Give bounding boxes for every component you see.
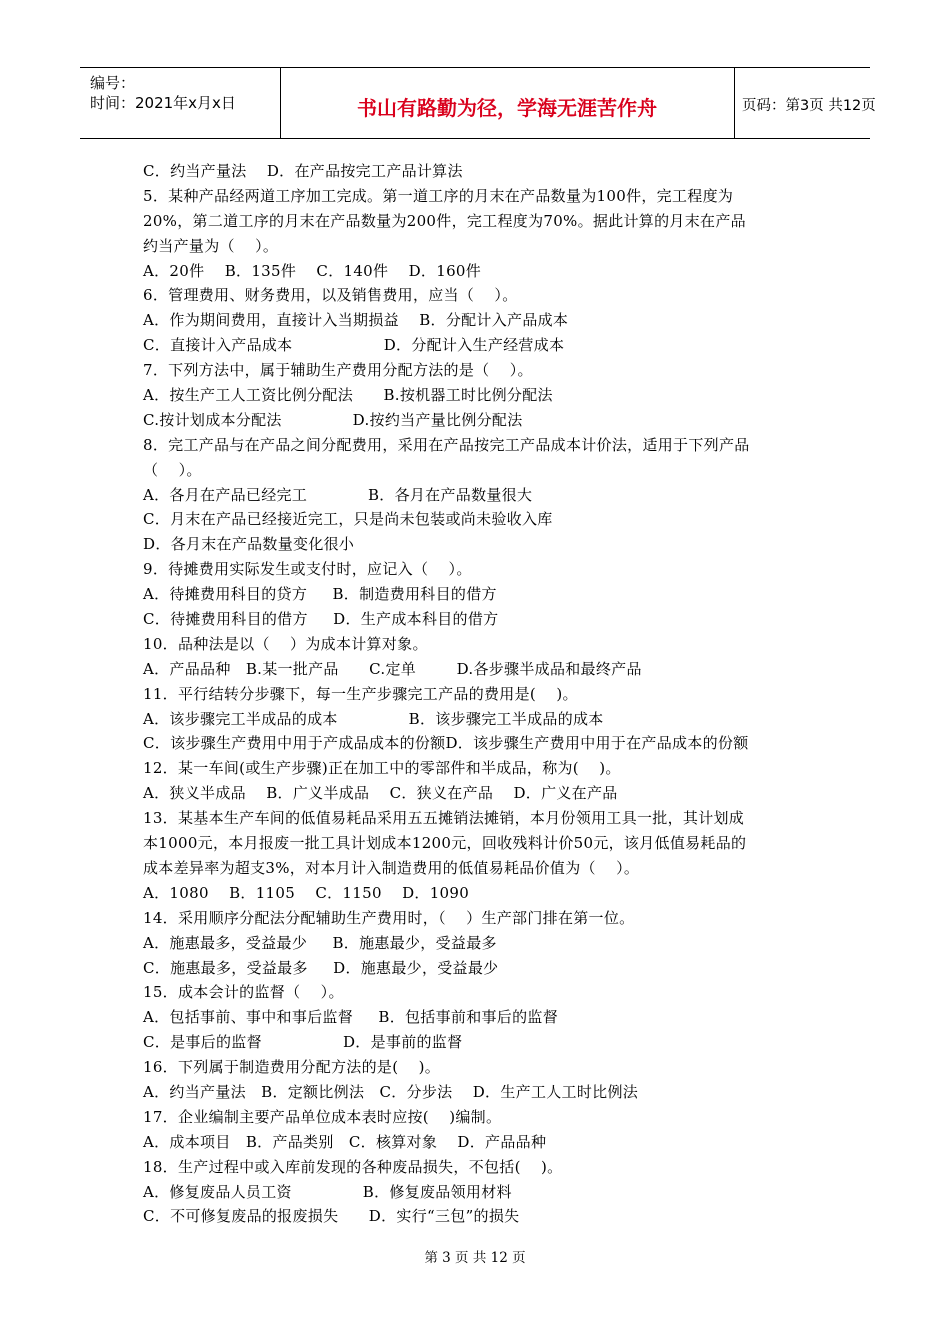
question-body <box>143 159 823 1229</box>
text-line: 约当产量为（ ）。 <box>143 236 279 255</box>
page-footer: 第 3 页 共 12 页 <box>424 1250 526 1266</box>
page-number-label: 页码：第3页 共12页 <box>742 98 876 114</box>
text-line: D．各月末在产品数量变化很小 <box>143 535 355 554</box>
text-line: 14．采用顺序分配法分配辅助生产费用时，（ ）生产部门排在第一位。 <box>143 908 635 927</box>
header-page-cell <box>734 68 876 138</box>
text-line: 11．平行结转分步骤下，每一生产步骤完工产品的费用是( )。 <box>143 684 578 703</box>
text-line: 15．成本会计的监督（ ）。 <box>143 983 344 1002</box>
text-line: 20%，第二道工序的月末在产品数量为200件，完工程度为70%。据此计算的月末在产品 <box>143 211 746 230</box>
text-line: A．狭义半成品 B．广义半成品 C．狭义在产品 D．广义在产品 <box>143 784 618 803</box>
text-line: 16．下列属于制造费用分配方法的是( )。 <box>143 1058 441 1077</box>
text-line: A．包括事前、事中和事后监督 B．包括事前和事后的监督 <box>143 1008 558 1027</box>
text-line: 成本差异率为超支3%，对本月计入制造费用的低值易耗品价值为（ ）。 <box>143 858 640 877</box>
text-line: C．该步骤生产费用中用于产成品成本的份额D．该步骤生产费用中用于在产品成本的份额 <box>143 734 749 753</box>
text-line: 18．生产过程中或入库前发现的各种废品损失，不包括( )。 <box>143 1157 563 1176</box>
text-line: C．月末在产品已经接近完工，只是尚未包装或尚未验收入库 <box>143 510 553 529</box>
text-line: C．直接计入产品成本 D．分配计入生产经营成本 <box>143 336 565 355</box>
text-line: A．施惠最多，受益最少 B．施惠最少，受益最多 <box>143 933 497 952</box>
text-line: C．约当产量法 D．在产品按完工产品计算法 <box>143 162 463 180</box>
text-line: A．约当产量法 B．定额比例法 C．分步法 D．生产工人工时比例法 <box>143 1082 639 1101</box>
text-line: 5．某种产品经两道工序加工完成。第一道工序的月末在产品数量为100件，完工程度为 <box>143 186 734 205</box>
text-line: A．20件 B．135件 C．140件 D．160件 <box>143 261 482 280</box>
text-line: 10．品种法是以（ ）为成本计算对象。 <box>143 634 428 653</box>
number-label: 编号： <box>90 74 136 92</box>
text-line: A．该步骤完工半成品的成本 B．该步骤完工半成品的成本 <box>143 709 604 728</box>
text-line: A．待摊费用科目的贷方 B．制造费用科目的借方 <box>143 585 497 604</box>
header-left-cell <box>80 68 281 138</box>
header-motto-cell <box>280 68 735 138</box>
text-line: A．1080 B．1105 C．1150 D．1090 <box>143 883 470 902</box>
motto-text: 书山有路勤为径，学海无涯苦作舟 <box>357 96 657 120</box>
text-line: C．是事后的监督 D．是事前的监督 <box>143 1033 463 1052</box>
text-line: A．各月在产品已经完工 B．各月在产品数量很大 <box>143 485 533 504</box>
text-line: A．作为期间费用，直接计入当期损益 B．分配计入产品成本 <box>143 311 569 330</box>
text-line: 13．某基本生产车间的低值易耗品采用五五摊销法摊销，本月份领用工具一批，其计划成 <box>143 809 745 828</box>
text-line: 9．待摊费用实际发生或支付时，应记入（ ）。 <box>143 560 472 579</box>
page-header <box>80 67 876 139</box>
text-line: C.按计划成本分配法 D.按约当产量比例分配法 <box>143 410 523 429</box>
text-line: 12．某一车间(或生产步骤)正在加工中的零部件和半成品，称为( )。 <box>143 759 621 778</box>
text-line: A．产品品种 B.某一批产品 C.定单 D.各步骤半成品和最终产品 <box>143 659 642 678</box>
text-line: A．成本项目 B．产品类别 C．核算对象 D．产品品种 <box>143 1132 547 1151</box>
text-line: 17．企业编制主要产品单位成本表时应按( )编制。 <box>143 1107 502 1126</box>
text-line: A．修复废品人员工资 B．修复废品领用材料 <box>143 1182 512 1201</box>
text-line: 7．下列方法中，属于辅助生产费用分配方法的是（ ）。 <box>143 361 533 380</box>
text-line: C．待摊费用科目的借方 D．生产成本科目的借方 <box>143 610 499 629</box>
text-line: 6．管理费用、财务费用，以及销售费用，应当（ ）。 <box>143 286 518 305</box>
text-line: A．按生产工人工资比例分配法 B.按机器工时比例分配法 <box>143 386 553 405</box>
text-line: （ ）。 <box>143 460 202 479</box>
text-line: C．施惠最多，受益最多 D．施惠最少，受益最少 <box>143 958 499 977</box>
text-line: C．不可修复废品的报废损失 D．实行“三包”的损失 <box>143 1207 520 1226</box>
text-line: 8．完工产品与在产品之间分配费用，采用在产品按完工产品成本计价法，适用于下列产品 <box>143 435 750 454</box>
date-label: 时间：2021年x月x日 <box>90 94 236 112</box>
text-line: 本1000元，本月报废一批工具计划成本1200元，回收残料计价50元，该月低值易耗品的 <box>143 834 747 853</box>
